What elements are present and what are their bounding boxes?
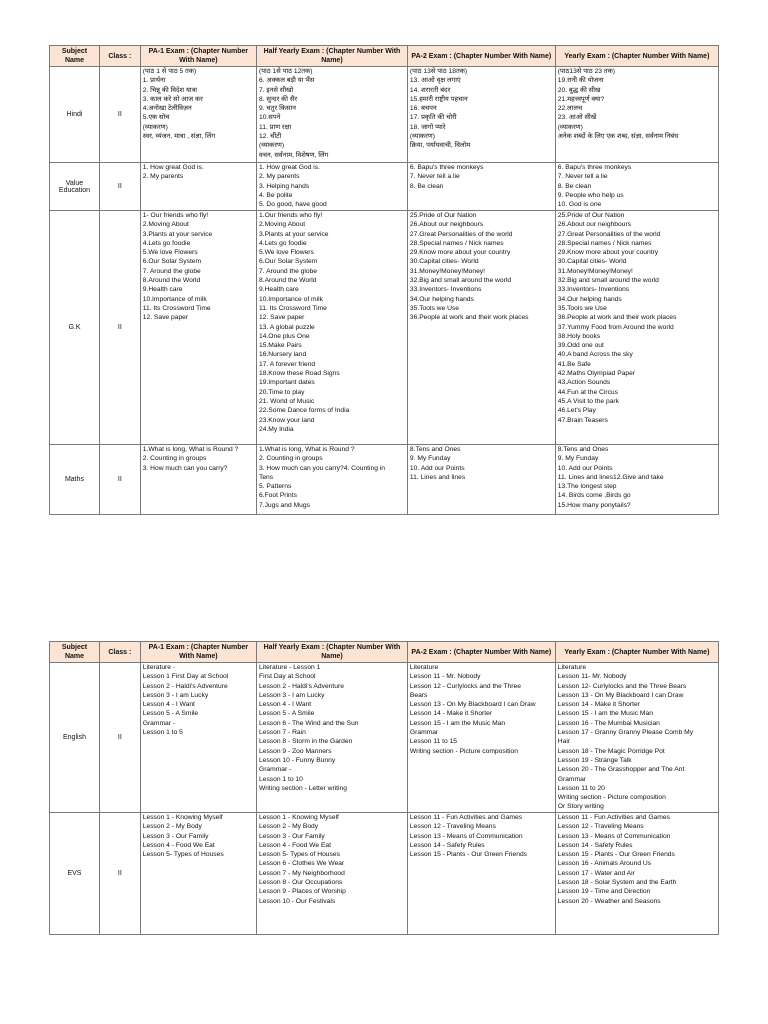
chapter-item: Lesson 18 - The Magic Porridge Pot bbox=[557, 747, 665, 755]
chapter-item: Lesson 17 - Water and Air bbox=[557, 869, 635, 877]
chapter-item: 24.My India bbox=[259, 425, 294, 433]
chapter-item: 31.Money!Money!Money! bbox=[409, 267, 486, 275]
chapter-item: 1- Our friends who fly! bbox=[142, 212, 209, 219]
chapter-item: 30.Capital cities- World bbox=[409, 258, 479, 266]
chapter-item: Lesson 9 - Zoo Manners bbox=[259, 747, 332, 755]
chapter-item: 25.Pride of Our Nation bbox=[557, 212, 625, 219]
header-yearly: Yearly Exam : (Chapter Number With Name) bbox=[555, 46, 718, 67]
yearly-chapters bbox=[555, 67, 718, 163]
chapter-item: Lesson 2 - My Body bbox=[259, 823, 319, 831]
chapter-item: 16.Nursery land bbox=[259, 351, 307, 359]
chapter-item: 8. Be clean bbox=[557, 182, 592, 190]
table-row-value-education bbox=[50, 163, 719, 211]
header-class: Class : bbox=[99, 46, 140, 67]
chapter-item: Lesson 3 - Our Family bbox=[142, 832, 209, 840]
chapter-item: Lesson 6 - Clothes We Wear bbox=[259, 860, 345, 868]
chapter-item: 39.Odd one out bbox=[557, 342, 604, 350]
header-row bbox=[50, 642, 719, 663]
table-row-hindi bbox=[50, 67, 719, 163]
table-row-gk bbox=[50, 211, 719, 445]
chapter-item: 3.Plants at your service bbox=[142, 230, 213, 238]
chapter-item: First Day at School bbox=[259, 673, 316, 681]
header-class: Class : bbox=[99, 642, 140, 663]
chapter-item: 18.Know these Road Signs bbox=[259, 370, 340, 378]
chapter-item: 37.Yummy Food from Around the world bbox=[557, 323, 674, 331]
pa1-chapters bbox=[140, 663, 256, 813]
chapter-item: Writing section - Letter writing bbox=[259, 784, 347, 792]
chapter-item: Grammar bbox=[557, 775, 587, 783]
chapter-item: Lesson 6 - The Wind and the Sun bbox=[259, 719, 359, 727]
chapter-item: Grammar - bbox=[259, 766, 292, 774]
chapter-item: 19.Important dates bbox=[259, 379, 315, 387]
chapter-item: 9.Health care bbox=[259, 286, 299, 294]
chapter-item: 9.Health care bbox=[142, 286, 183, 294]
chapter-item: अनेक शब्दों के लिए एक शब्द, संज्ञा, सर्वनाम निबंध bbox=[557, 133, 679, 141]
half-yearly-chapters bbox=[257, 445, 408, 515]
chapter-item: 5. Patterns bbox=[259, 483, 292, 491]
chapter-item: 30.Capital cities- World bbox=[557, 258, 627, 266]
header-pa1: PA-1 Exam : (Chapter Number With Name) bbox=[140, 642, 256, 663]
pa1-chapters bbox=[140, 813, 256, 935]
header-half-yearly: Half Yearly Exam : (Chapter Number With Name) bbox=[257, 642, 408, 663]
chapter-item: 6.Our Solar System bbox=[259, 258, 318, 266]
pa2-chapters bbox=[407, 163, 555, 211]
chapter-item: 1.What is long, What is Round ? bbox=[259, 446, 355, 453]
chapter-item: 21. World of Music bbox=[259, 397, 315, 405]
chapter-item: Lesson 5- Types of Houses bbox=[142, 851, 224, 859]
chapter-item: 32.Big and small around the world bbox=[557, 277, 659, 285]
chapter-item: 36.People at work and their work places bbox=[409, 314, 529, 322]
chapter-item: Lesson 1 to 5 bbox=[142, 729, 183, 737]
chapter-item: 44.Fun at the Circus bbox=[557, 388, 618, 396]
chapter-item: 2.Moving About bbox=[142, 221, 189, 229]
chapter-item: 11. Lines and lines bbox=[409, 473, 466, 481]
chapter-item: Lesson 13 - Means of Communication bbox=[409, 832, 523, 840]
chapter-item: Tens bbox=[259, 473, 274, 481]
chapter-item: 8. Be clean bbox=[409, 182, 444, 190]
chapter-item: 25.Pride of Our Nation bbox=[409, 212, 477, 219]
class-value: II bbox=[99, 813, 140, 935]
chapter-item: 2.Moving About bbox=[259, 221, 306, 229]
chapter-item: Lesson 12 - Curlylocks and the Three bbox=[409, 682, 521, 690]
chapter-item: 4. Be polite bbox=[259, 191, 293, 199]
half-yearly-chapters bbox=[257, 67, 408, 163]
header-pa2: PA-2 Exam : (Chapter Number With Name) bbox=[407, 642, 555, 663]
chapter-item: Literature bbox=[409, 664, 439, 671]
chapter-item: 7. Around the globe bbox=[142, 267, 201, 275]
chapter-item: 13. आओ वृक्ष लगाएं bbox=[409, 77, 461, 85]
chapter-item: 35.Tools we Use bbox=[557, 304, 607, 312]
header-pa1: PA-1 Exam : (Chapter Number With Name) bbox=[140, 46, 256, 67]
pa2-chapters bbox=[407, 445, 555, 515]
subject-name: G.K bbox=[50, 211, 100, 445]
chapter-item: 1. How great God is. bbox=[259, 164, 320, 171]
half-yearly-chapters bbox=[257, 813, 408, 935]
chapter-item: Lesson 5 - A Smile bbox=[142, 710, 199, 718]
chapter-item: Lesson 4 - Food We Eat bbox=[259, 841, 331, 849]
table-row-english bbox=[50, 663, 719, 813]
chapter-item: Lesson 18 - Solar System and the Earth bbox=[557, 879, 677, 887]
chapter-item: 8.Around the World bbox=[259, 277, 317, 285]
chapter-item: 18. जागो प्यारे bbox=[409, 123, 446, 131]
pa2-chapters bbox=[407, 67, 555, 163]
header-pa2: PA-2 Exam : (Chapter Number With Name) bbox=[407, 46, 555, 67]
header-yearly: Yearly Exam : (Chapter Number With Name) bbox=[555, 642, 718, 663]
chapter-item: 4.Lets go foodie bbox=[142, 239, 191, 247]
chapter-item: Lesson 2 - Haldi's Adventure bbox=[142, 682, 228, 690]
chapter-item: Lesson 1 to 10 bbox=[259, 775, 303, 783]
chapter-item: Lesson 19 - Time and Direction bbox=[557, 888, 651, 896]
chapter-item: 9. My Funday bbox=[409, 455, 451, 463]
chapter-item: 8. सुन्दर की सैर bbox=[259, 95, 298, 103]
chapter-item: 10.Importance of milk bbox=[142, 295, 207, 303]
chapter-item: 11. Its Crossword Time bbox=[142, 304, 211, 312]
chapter-item: 2. चिन्नू की विदेश यात्रा bbox=[142, 86, 198, 94]
chapter-item: Lesson 11- Mr. Nobody bbox=[557, 673, 627, 681]
chapter-item: Lesson 11 to 20 bbox=[557, 784, 605, 792]
chapter-item: 26.About our neighbours bbox=[409, 221, 484, 229]
chapter-item: 28.Special names / Nick names bbox=[409, 239, 504, 247]
chapter-item: 32.Big and small around the world bbox=[409, 277, 512, 285]
chapter-item: 26.About our neighbours bbox=[557, 221, 632, 229]
chapter-item: 9. My Funday bbox=[557, 455, 599, 463]
chapter-item: (व्याकरण) bbox=[557, 123, 583, 131]
class-value: II bbox=[99, 67, 140, 163]
chapter-item: 1. How great God is. bbox=[142, 164, 204, 171]
chapter-item: Writing section - Picture composition bbox=[409, 747, 518, 755]
chapter-item: Lesson 13 - Means of Communication bbox=[557, 832, 671, 840]
chapter-item: Lesson 10 - Our Festivals bbox=[259, 897, 336, 905]
chapter-item: Lesson 14 - Make it Shorter bbox=[409, 710, 493, 718]
chapter-item: 3. How much can you carry? bbox=[142, 464, 228, 472]
yearly-chapters bbox=[555, 445, 718, 515]
header-subject: Subject Name bbox=[50, 46, 100, 67]
chapter-item: 8.Around the World bbox=[142, 277, 201, 285]
chapter-item: Lesson 1 - Knowing Myself bbox=[142, 814, 223, 821]
chapter-item: Lesson 1 - Knowing Myself bbox=[259, 814, 339, 821]
chapter-item: Lesson 15 - Plants - Our Green Friends bbox=[557, 851, 675, 859]
chapter-item: Writing section - Picture composition bbox=[557, 794, 666, 802]
chapter-item: 5.We love Flowers bbox=[259, 249, 314, 257]
chapter-item: 7. Never tell a lie bbox=[557, 173, 608, 181]
chapter-item: Lesson 3 - I am Lucky bbox=[259, 691, 325, 699]
pa2-chapters bbox=[407, 663, 555, 813]
chapter-item: 12. चींटी bbox=[259, 133, 282, 141]
chapter-item: 11. प्राण रक्षा bbox=[259, 123, 292, 131]
table-row-maths bbox=[50, 445, 719, 515]
class-value: II bbox=[99, 163, 140, 211]
chapter-item: Lesson 12 - Traveling Means bbox=[557, 823, 644, 831]
pa1-chapters bbox=[140, 445, 256, 515]
chapter-item: Lesson 14 - Make it Shorter bbox=[557, 701, 640, 709]
chapter-item: 13.The longest step bbox=[557, 483, 617, 491]
chapter-item: 27.Great Personalities of the world bbox=[409, 230, 513, 238]
chapter-item: 31.Money!Money!Money! bbox=[557, 267, 633, 275]
chapter-item: Grammar - bbox=[142, 719, 176, 727]
syllabus-table-1 bbox=[49, 45, 719, 515]
chapter-item: Literature - Lesson 1 bbox=[259, 664, 321, 671]
chapter-item: 36.People at work and their work places bbox=[557, 314, 677, 322]
chapter-item: Lesson 17 - Granny Granny Please Comb My bbox=[557, 729, 694, 737]
chapter-item: 1.Our friends who fly! bbox=[259, 212, 323, 219]
chapter-item: Lesson 10 - Funny Bunny bbox=[259, 756, 336, 764]
subject-name: EVS bbox=[50, 813, 100, 935]
chapter-item: 8.Tens and Ones bbox=[557, 446, 609, 453]
chapter-item: 17. A forever friend bbox=[259, 360, 316, 368]
pa2-chapters bbox=[407, 813, 555, 935]
chapter-item: Or Story writing bbox=[557, 803, 604, 811]
chapter-item: Lesson 1 First Day at School bbox=[142, 673, 229, 681]
chapter-item: 7. इनसे सीखो bbox=[259, 86, 294, 94]
chapter-item: 15.How many ponytails? bbox=[557, 501, 631, 509]
chapter-item: 10. Add our Points bbox=[557, 464, 613, 472]
chapter-item: 16. बचपन bbox=[409, 105, 437, 113]
chapter-item: 46.Let's Play bbox=[557, 407, 596, 415]
chapter-item: 14. शरारती बंदर bbox=[409, 86, 451, 94]
chapter-item: 9. People who help us bbox=[557, 191, 624, 199]
chapter-item: 22.लालच bbox=[557, 105, 583, 113]
chapter-item: Literature - bbox=[142, 664, 176, 671]
chapter-item: 34.Our helping hands bbox=[409, 295, 474, 303]
chapter-item: (व्याकरण) bbox=[259, 142, 285, 150]
chapter-item: 23. आओ सीखें bbox=[557, 114, 597, 122]
chapter-item: (पाठ13से पाठ 23 तक) bbox=[557, 68, 615, 75]
chapter-item: Lesson 15 - Plants - Our Green Friends bbox=[409, 851, 528, 859]
chapter-item: 4.Lets go foodie bbox=[259, 239, 307, 247]
chapter-item: Lesson 13 - On My Blackboard I can Draw bbox=[409, 701, 536, 709]
chapter-item: Lesson 8 - Our Occupations bbox=[259, 879, 343, 887]
pa1-chapters bbox=[140, 163, 256, 211]
chapter-item: 3.Plants at your service bbox=[259, 230, 329, 238]
chapter-item: 12. Save paper bbox=[142, 314, 189, 322]
chapter-item: Lesson 3 - I am Lucky bbox=[142, 691, 209, 699]
chapter-item: 42.Maths Olympiad Paper bbox=[557, 370, 636, 378]
header-row bbox=[50, 46, 719, 67]
chapter-item: Lesson 11 to 15 bbox=[409, 738, 458, 746]
subject-name: English bbox=[50, 663, 100, 813]
chapter-item: 33.Inventors- Inventions bbox=[557, 286, 630, 294]
chapter-item: 5.We love Flowers bbox=[142, 249, 198, 257]
chapter-item: Lesson 12- Curlylocks and the Three Bears bbox=[557, 682, 687, 690]
yearly-chapters bbox=[555, 663, 718, 813]
chapter-item: 7. Around the globe bbox=[259, 267, 318, 275]
chapter-item: Lesson 16 - The Mumbai Musician bbox=[557, 719, 660, 727]
chapter-item: (व्याकरण) bbox=[142, 123, 168, 131]
half-yearly-chapters bbox=[257, 211, 408, 445]
subject-name: Value Education bbox=[50, 163, 100, 211]
chapter-item: Lesson 2 - My Body bbox=[142, 823, 202, 831]
class-value: II bbox=[99, 211, 140, 445]
chapter-item: 6. Bapu's three monkeys bbox=[409, 164, 484, 171]
chapter-item: Lesson 7 - Rain bbox=[259, 729, 306, 737]
chapter-item: क्रिया, पर्यायवाची, विलोम bbox=[409, 142, 471, 150]
chapter-item: (पाठ 1से पाठ 12तक) bbox=[259, 68, 313, 75]
chapter-item: 10.सपने bbox=[259, 114, 281, 122]
chapter-item: Lesson 13 - On My Blackboard I can Draw bbox=[557, 691, 684, 699]
class-value: II bbox=[99, 445, 140, 515]
chapter-item: 22.Some Dance forms of India bbox=[259, 407, 350, 415]
pa1-chapters bbox=[140, 211, 256, 445]
chapter-item: 2. My parents bbox=[142, 173, 184, 181]
chapter-item: Lesson 4 - Food We Eat bbox=[142, 841, 215, 849]
chapter-item: 27.Great Personalities of the world bbox=[557, 230, 661, 238]
chapter-item: Hair bbox=[557, 738, 571, 746]
chapter-item: Lesson 11 - Mr. Nobody bbox=[409, 673, 481, 681]
chapter-item: 15.हमारी राष्ट्रीय पहचान bbox=[409, 95, 468, 103]
chapter-item: 8.Tens and Ones bbox=[409, 446, 461, 453]
chapter-item: 2. My parents bbox=[259, 173, 300, 181]
pa2-chapters bbox=[407, 211, 555, 445]
chapter-item: Lesson 16 - Animals Around Us bbox=[557, 860, 652, 868]
chapter-item: 2. Counting in groups bbox=[142, 455, 207, 463]
chapter-item: (पाठ 1 से पाठ 5 तक) bbox=[142, 68, 197, 75]
chapter-item: Lesson 4 - I Want bbox=[142, 701, 195, 709]
header-half-yearly: Half Yearly Exam : (Chapter Number With Name) bbox=[257, 46, 408, 67]
chapter-item: Lesson 7 - My Neighborhood bbox=[259, 869, 345, 877]
yearly-chapters bbox=[555, 813, 718, 935]
chapter-item: Lesson 5 - A Smile bbox=[259, 710, 315, 718]
chapter-item: 20. बुद्ध की सीख bbox=[557, 86, 601, 94]
chapter-item: 10. God is one bbox=[557, 201, 602, 209]
chapter-item: 10. Add our Points bbox=[409, 464, 465, 472]
chapter-item: 40.A band Across the sky bbox=[557, 351, 633, 359]
pa1-chapters bbox=[140, 67, 256, 163]
chapter-item: 35.Tools we Use bbox=[409, 304, 459, 312]
chapter-item: 45.A Visit to the park bbox=[557, 397, 619, 405]
chapter-item: 5.एक सोच bbox=[142, 114, 170, 122]
yearly-chapters bbox=[555, 163, 718, 211]
chapter-item: 6.Our Solar System bbox=[142, 258, 202, 266]
chapter-item: 6. अक्कल बड़ी या भैंस bbox=[259, 77, 315, 85]
chapter-item: 3. काल करे सो आज कर bbox=[142, 95, 203, 103]
chapter-item: 34.Our helping hands bbox=[557, 295, 622, 303]
chapter-item: 11. Lines and lines12.Give and take bbox=[557, 473, 664, 481]
chapter-item: 29.Know more about your country bbox=[557, 249, 659, 257]
chapter-item: Lesson 14 - Safety Rules bbox=[557, 841, 633, 849]
chapter-item: Bears bbox=[409, 691, 428, 699]
chapter-item: स्वर, व्यंजन, मात्रा , संज्ञा, लिंग bbox=[142, 133, 216, 141]
chapter-item: Lesson 12 - Traveling Means bbox=[409, 823, 496, 831]
chapter-item: 23.Know your land bbox=[259, 416, 315, 424]
chapter-item: 6.Foot Prints bbox=[259, 492, 297, 500]
subject-name: Hindi bbox=[50, 67, 100, 163]
chapter-item: 9. चतुर किसान bbox=[259, 105, 296, 113]
chapter-item: 17. प्रकृति की चोरी bbox=[409, 114, 457, 122]
chapter-item: 47.Brain Teasers bbox=[557, 416, 608, 424]
chapter-item: Lesson 8 - Storm in the Garden bbox=[259, 738, 353, 746]
chapter-item: Lesson 11 - Fun Activities and Games bbox=[557, 814, 670, 821]
chapter-item: (व्याकरण) bbox=[409, 133, 435, 141]
half-yearly-chapters bbox=[257, 663, 408, 813]
chapter-item: Lesson 5- Types of Houses bbox=[259, 851, 340, 859]
chapter-item: 1.What is long, What is Round ? bbox=[142, 446, 239, 453]
chapter-item: Literature bbox=[557, 664, 587, 671]
chapter-item: 20.Time to play bbox=[259, 388, 305, 396]
chapter-item: 29.Know more about your country bbox=[409, 249, 511, 257]
chapter-item: 7.Jugs and Mugs bbox=[259, 501, 310, 509]
chapter-item: 41.Be Safe bbox=[557, 360, 591, 368]
chapter-item: 14.One plus One bbox=[259, 332, 310, 340]
chapter-item: 43.Action Sounds bbox=[557, 379, 611, 387]
chapter-item: 5. Do good, have good bbox=[259, 201, 327, 209]
chapter-item: 6. Bapu's three monkeys bbox=[557, 164, 632, 171]
chapter-item: Lesson 3 - Our Family bbox=[259, 832, 325, 840]
chapter-item: Lesson 9 - Places of Worship bbox=[259, 888, 346, 896]
chapter-item: 21.महत्त्वपूर्ण क्या? bbox=[557, 95, 605, 103]
chapter-item: 3. Helping hands bbox=[259, 182, 310, 190]
syllabus-table-2 bbox=[49, 641, 719, 935]
chapter-item: 12. Save paper bbox=[259, 314, 305, 322]
chapter-item: 7. Never tell a lie bbox=[409, 173, 460, 181]
chapter-item: 19.रानी की योजना bbox=[557, 77, 604, 85]
chapter-item: Lesson 20 - The Grasshopper and The Ant bbox=[557, 766, 685, 774]
chapter-item: 10.Importance of milk bbox=[259, 295, 323, 303]
chapter-item: 2. Counting in groups bbox=[259, 455, 323, 463]
chapter-item: 13. A global puzzle bbox=[259, 323, 315, 331]
chapter-item: 4.अनोखा टेलीविज़न bbox=[142, 105, 192, 113]
chapter-item: Lesson 15 - I am the Music Man bbox=[557, 710, 653, 718]
chapter-item: 1. प्रार्थना bbox=[142, 77, 166, 85]
chapter-item: 28.Special names / Nick names bbox=[557, 239, 652, 247]
chapter-item: 38.Holy books bbox=[557, 332, 601, 340]
chapter-item: Lesson 19 - Strange Talk bbox=[557, 756, 632, 764]
yearly-chapters bbox=[555, 211, 718, 445]
class-value: II bbox=[99, 663, 140, 813]
half-yearly-chapters bbox=[257, 163, 408, 211]
table-row-evs bbox=[50, 813, 719, 935]
chapter-item: Lesson 15 - I am the Music Man bbox=[409, 719, 506, 727]
chapter-item: वचन, सर्वनाम, विशेषण, लिंग bbox=[259, 151, 329, 159]
chapter-item: 11. Its Crossword Time bbox=[259, 304, 327, 312]
chapter-item: 3. How much can you carry?4. Counting in bbox=[259, 464, 386, 472]
chapter-item: Grammar bbox=[409, 729, 439, 737]
chapter-item: Lesson 2 - Haldi's Adventure bbox=[259, 682, 344, 690]
chapter-item: 33.Inventors- Inventions bbox=[409, 286, 482, 294]
chapter-item: (पाठ 13से पाठ 18तक) bbox=[409, 68, 468, 75]
chapter-item: 15.Make Pairs bbox=[259, 342, 302, 350]
header-subject: Subject Name bbox=[50, 642, 100, 663]
chapter-item: Lesson 11 - Fun Activities and Games bbox=[409, 814, 523, 821]
chapter-item: Lesson 14 - Safety Rules bbox=[409, 841, 485, 849]
chapter-item: Lesson 20 - Weather and Seasons bbox=[557, 897, 661, 905]
subject-name: Maths bbox=[50, 445, 100, 515]
chapter-item: Lesson 4 - I Want bbox=[259, 701, 312, 709]
chapter-item: 14. Birds come ,Birds go bbox=[557, 492, 631, 500]
